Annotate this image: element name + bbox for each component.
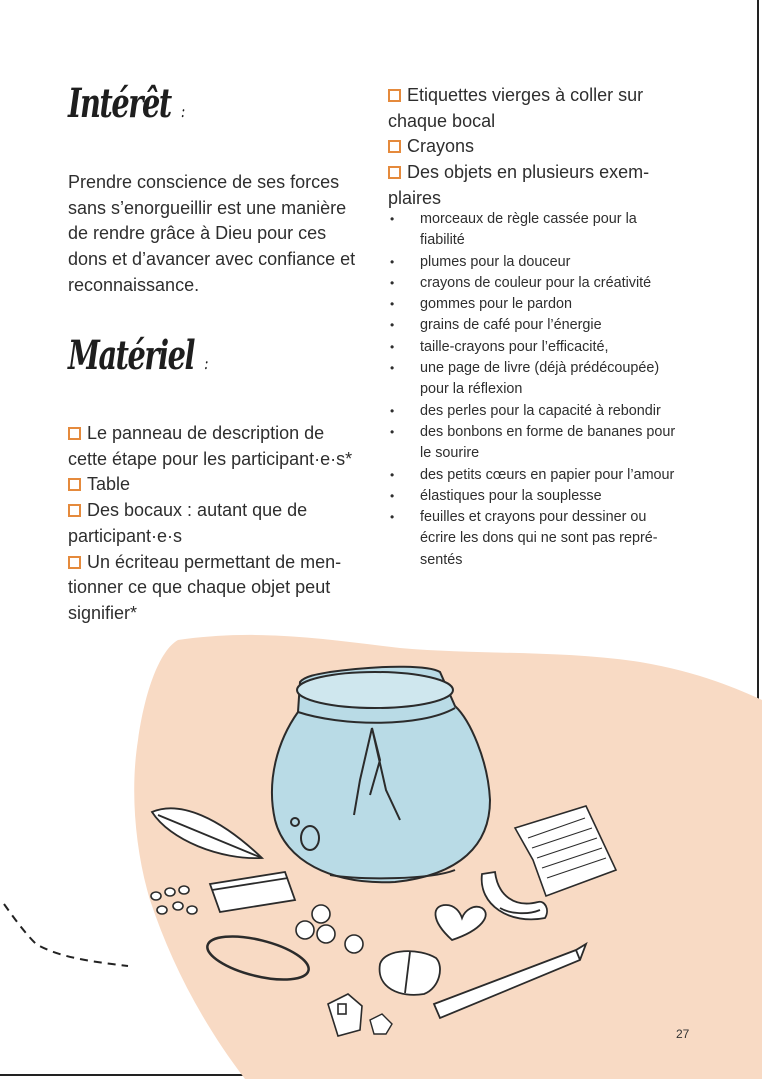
bullet-item [388,315,708,336]
bullet-line: • des bonbons en forme de bananes pour [420,423,676,440]
materiel-item [68,472,368,498]
dashed-line [4,904,128,966]
materiel-item-line: Table [87,474,131,495]
bullet-line: pour la réflexion [420,381,523,398]
interet-line: dons et d’avancer avec confiance et [68,249,356,270]
heading-interet-text: Intérêt [68,80,171,127]
right-item [388,160,718,211]
eraser-icon [380,951,440,995]
right-item-line: plaires [388,187,442,208]
bullet-item [388,273,708,294]
bullet-line: • une page de livre (déjà prédécoupée) [420,360,660,377]
interet-paragraph [68,170,368,299]
bullet-line: fiabilité [420,232,465,249]
materiel-item-line: cette étape pour les participant·e·s* [68,448,353,469]
checkbox-icon [68,556,81,569]
bullet-line: • morceaux de règle cassée pour la [420,211,637,227]
bullet-item [388,294,708,315]
bullet-line: écrire les dons qui ne sont pas repré- [420,530,658,547]
bullet-line: • gommes pour le pardon [420,296,572,313]
checkbox-icon [388,140,401,153]
bullet-line: • taille-crayons pour l’efficacité, [420,338,609,355]
bullet-item [388,337,708,358]
right-item-line: Des objets en plusieurs exem- [407,162,650,183]
right-item-line: chaque bocal [388,110,496,131]
interet-line: sans s’enorgueillir est une manière [68,197,347,218]
bullet-line: • des perles pour la capacité à rebondir [420,402,661,419]
heading-interet [68,80,185,127]
bullet-line: • plumes pour la douceur [420,253,571,270]
right-item-line: Etiquettes vierges à coller sur [407,85,644,105]
checkbox-icon [68,478,81,491]
materiel-item [68,550,368,627]
bullet-item [388,507,708,571]
interet-line: Prendre conscience de ses forces [68,172,340,192]
bullet-item [388,465,708,486]
bullet-line: • crayons de couleur pour la créativité [420,274,652,291]
materiel-item-line: tionner ce que chaque objet peut [68,577,331,598]
bullet-item [388,486,708,507]
checkbox-icon [388,166,401,179]
heading-materiel [68,332,208,379]
heading-materiel-text: Matériel [68,332,195,379]
heading-materiel-colon: : [204,353,209,374]
checkbox-icon [388,89,401,102]
right-checklist [388,83,718,212]
materiel-item [68,421,368,472]
checkbox-icon [68,427,81,440]
bullet-line: • élastiques pour la souplesse [420,487,602,504]
checkbox-icon [68,504,81,517]
materiel-item-line: Un écriteau permettant de men- [87,551,342,572]
bullet-line: • des petits cœurs en papier pour l’amour [420,466,675,483]
bullet-line: le sourire [420,445,480,462]
bullet-item [388,252,708,273]
right-item-line: Crayons [407,136,475,157]
materiel-item-line: participant·e·s [68,525,183,546]
bullet-item [388,401,708,422]
interet-line: reconnaissance. [68,274,200,295]
bullet-item [388,358,708,401]
right-item [388,83,718,134]
materiel-item-line: Des bocaux : autant que de [87,500,308,521]
right-item [388,134,718,160]
heading-interet-colon: : [180,101,186,122]
bullet-item [388,209,708,252]
materiel-item-line: signifier* [68,602,138,623]
objects-bullet-list [388,209,708,571]
page-number: 27 [676,1027,690,1041]
bullet-item [388,422,708,465]
materiel-item-line: Le panneau de description de [87,423,325,443]
materiel-list [68,421,368,627]
bullet-line: • feuilles et crayons pour dessiner ou [420,509,647,526]
bullet-line: • grains de café pour l’énergie [420,317,602,334]
materiel-item [68,498,368,549]
interet-line: de rendre grâce à Dieu pour ces [68,223,327,244]
bullet-line: sentés [420,551,463,568]
